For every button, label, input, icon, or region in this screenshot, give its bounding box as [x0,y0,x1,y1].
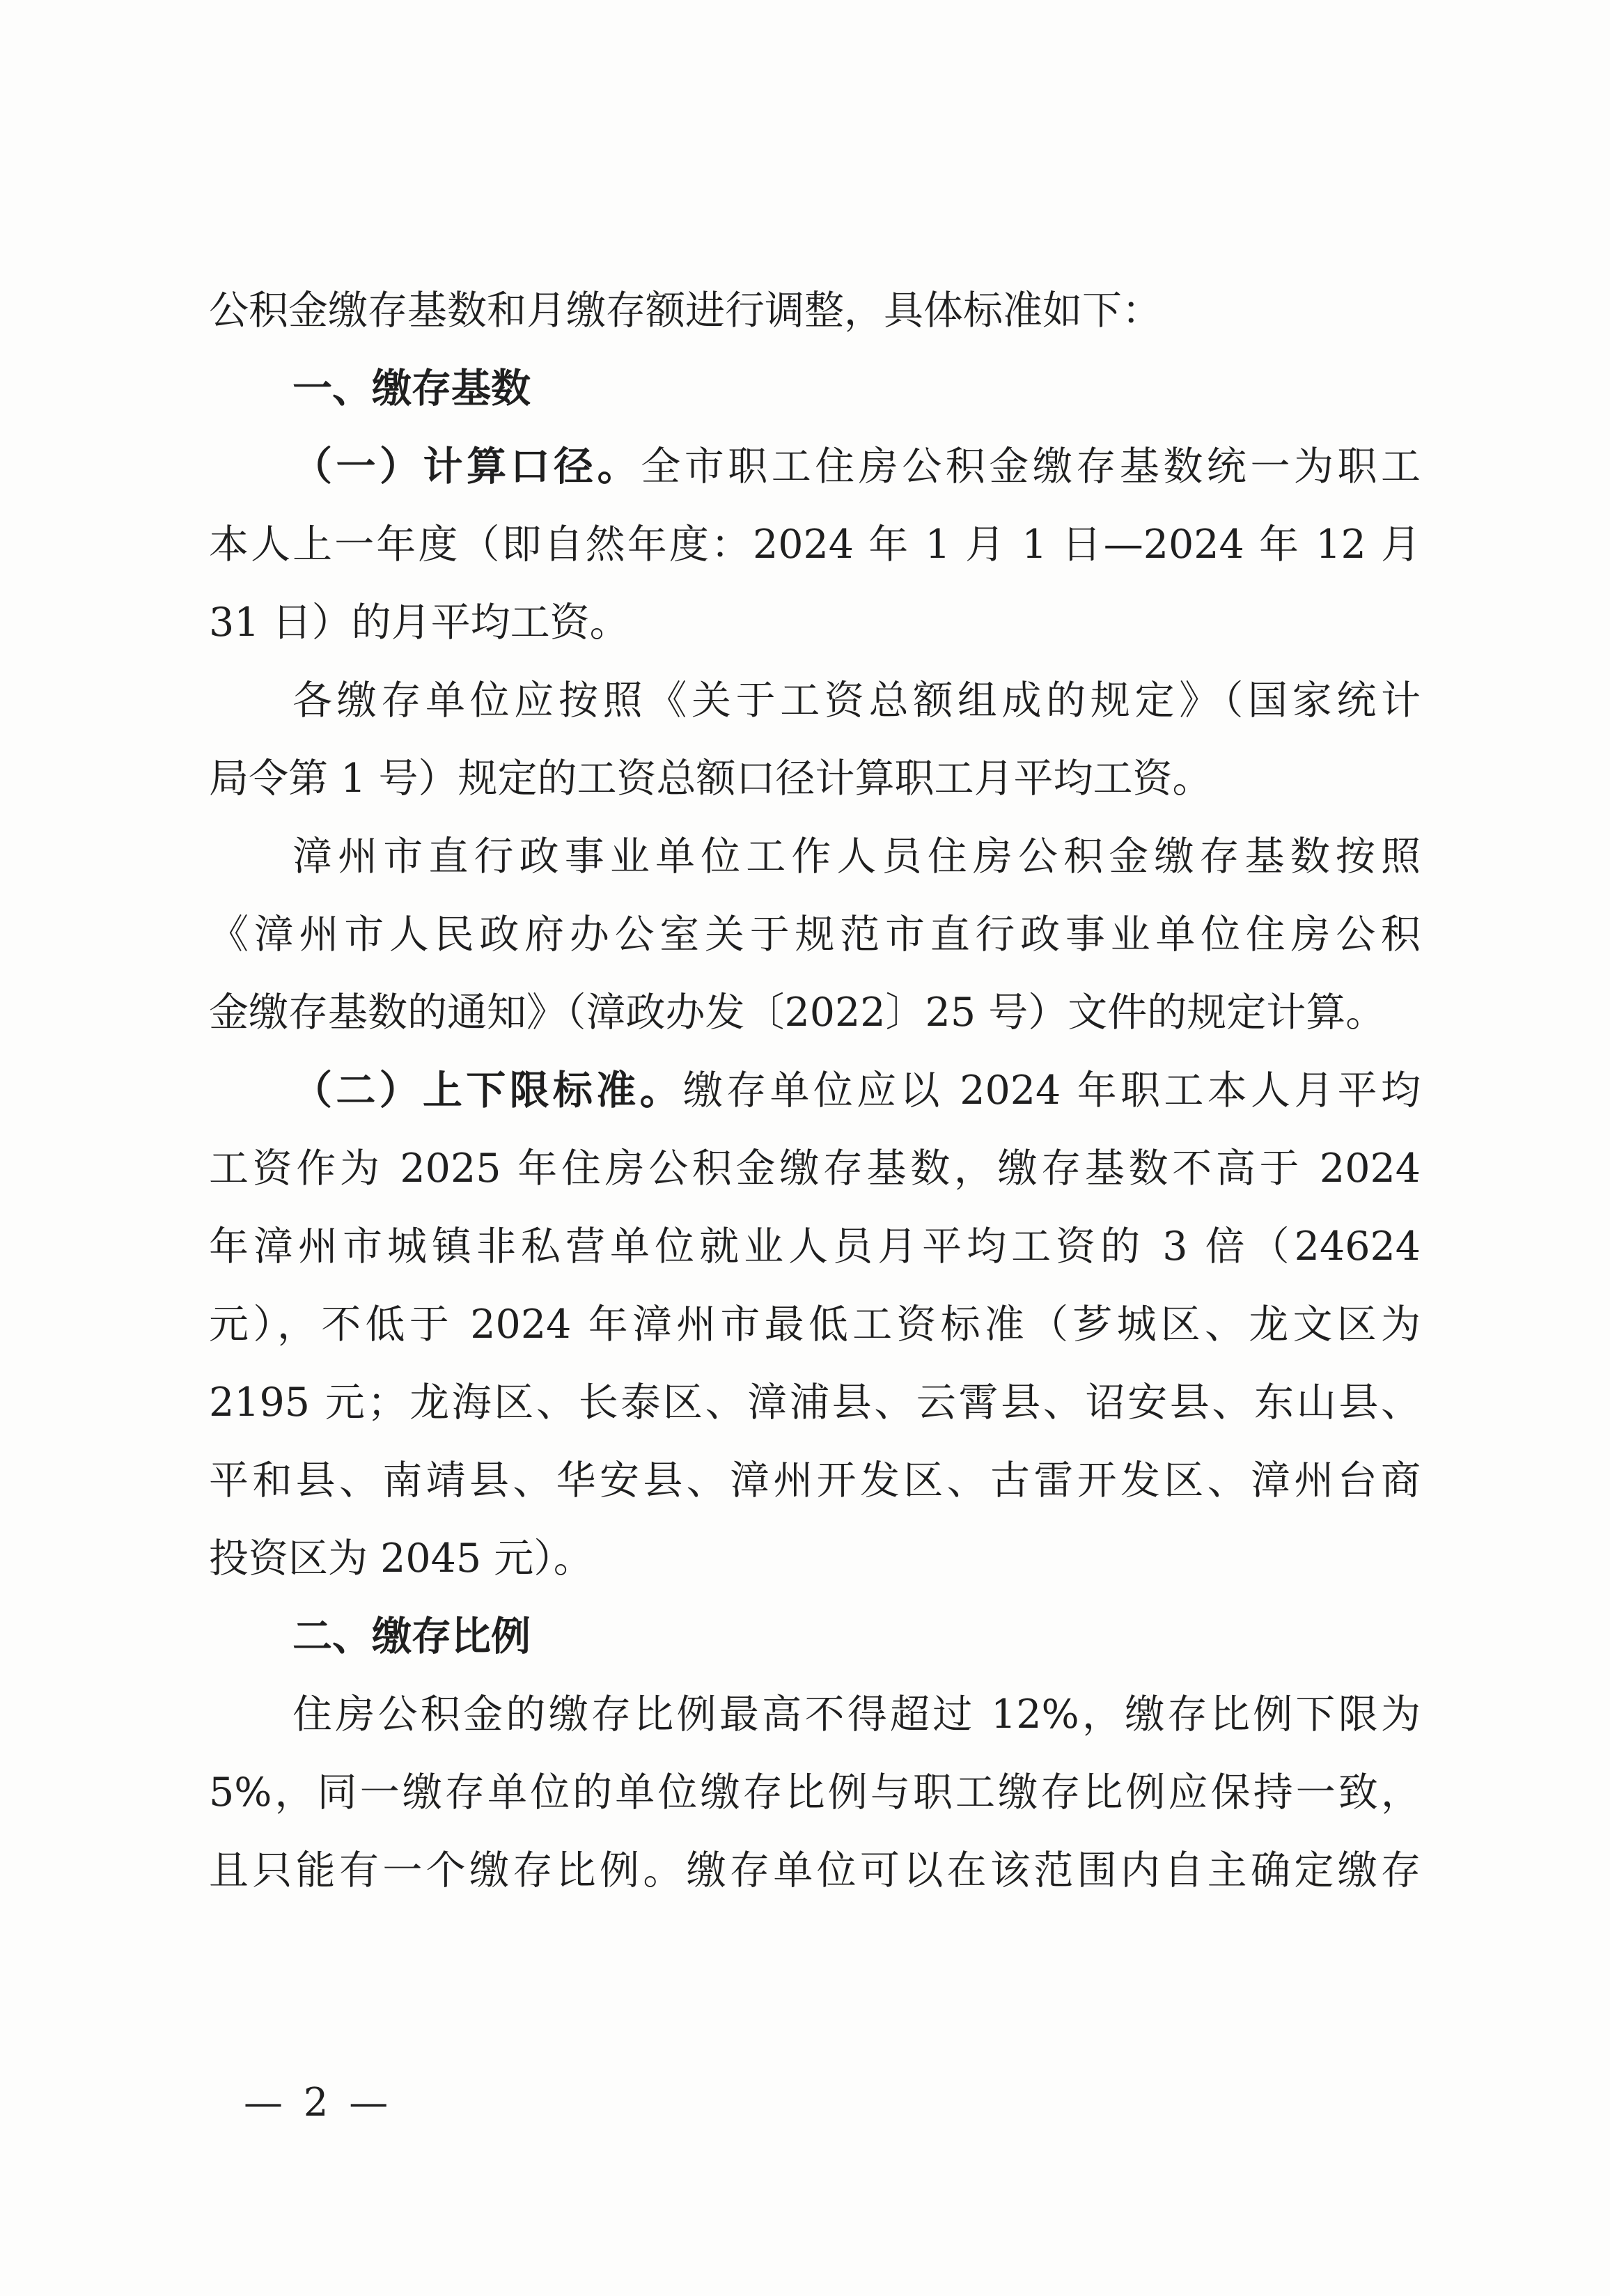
line-text: 缴存单位应以 2024 年职工本人月平均 [682,1068,1421,1114]
bold-lead-text: （二）上下限标准。 [292,1068,683,1114]
line-text: 《漳州市人民政府办公室关于规范市直行政事业单位住房公积 [209,912,1421,958]
text-line [209,428,1421,506]
line-text: 年漳州市城镇非私营单位就业人员月平均工资的 3 倍（24624 [209,1224,1421,1270]
text-line [209,662,1421,740]
text-line [209,1208,1421,1286]
line-text: 31 日）的月平均工资。 [209,600,630,646]
text-line [209,740,1421,818]
text-line [209,1364,1421,1442]
line-text: 漳州市直行政事业单位工作人员住房公积金缴存基数按照 [292,834,1421,880]
bold-lead-text: 一、缴存基数 [292,366,531,412]
text-line [209,1130,1421,1208]
line-text: 全市职工住房公积金缴存基数统一为职工 [641,444,1421,490]
bold-lead-text: （一）计算口径。 [292,444,641,490]
section-heading [209,1598,1421,1676]
line-text: 工资作为 2025 年住房公积金缴存基数，缴存基数不高于 2024 [209,1146,1421,1192]
line-text: 金缴存基数的通知》（漳政办发〔2022〕25 号）文件的规定计算。 [209,990,1386,1036]
text-line [209,1520,1421,1598]
line-text: 且只能有一个缴存比例。缴存单位可以在该范围内自主确定缴存 [209,1848,1421,1893]
line-text: 2195 元；龙海区、长泰区、漳浦县、云霄县、诏安县、东山县、 [209,1380,1421,1426]
text-line [209,1676,1421,1754]
line-text: 元），不低于 2024 年漳州市最低工资标准（芗城区、龙文区为 [209,1302,1421,1348]
text-line [209,896,1421,974]
line-text: 局令第 1 号）规定的工资总额口径计算职工月平均工资。 [209,756,1212,802]
line-text: 投资区为 2045 元）。 [209,1536,593,1582]
line-text: 各缴存单位应按照《关于工资总额组成的规定》（国家统计 [292,678,1421,724]
line-text: 平和县、南靖县、华安县、漳州开发区、古雷开发区、漳州台商 [209,1458,1421,1504]
text-line [209,818,1421,896]
bold-lead-text: 二、缴存比例 [292,1614,531,1659]
line-text: 公积金缴存基数和月缴存额进行调整，具体标准如下： [209,288,1162,334]
section-heading [209,350,1421,428]
text-line [209,272,1421,350]
text-line [209,1442,1421,1520]
page-number: — 2 — [244,2080,393,2125]
text-line [209,1754,1421,1832]
text-line [209,506,1421,584]
text-line [209,1832,1421,1910]
text-line [209,974,1421,1052]
text-line [209,1052,1421,1130]
text-line [209,1286,1421,1364]
line-text: 5%，同一缴存单位的单位缴存比例与职工缴存比例应保持一致， [209,1770,1421,1815]
document-body [209,272,1421,1910]
line-text: 本人上一年度（即自然年度：2024 年 1 月 1 日—2024 年 12 月 [209,522,1421,568]
text-line [209,584,1421,662]
line-text: 住房公积金的缴存比例最高不得超过 12%，缴存比例下限为 [292,1692,1421,1737]
